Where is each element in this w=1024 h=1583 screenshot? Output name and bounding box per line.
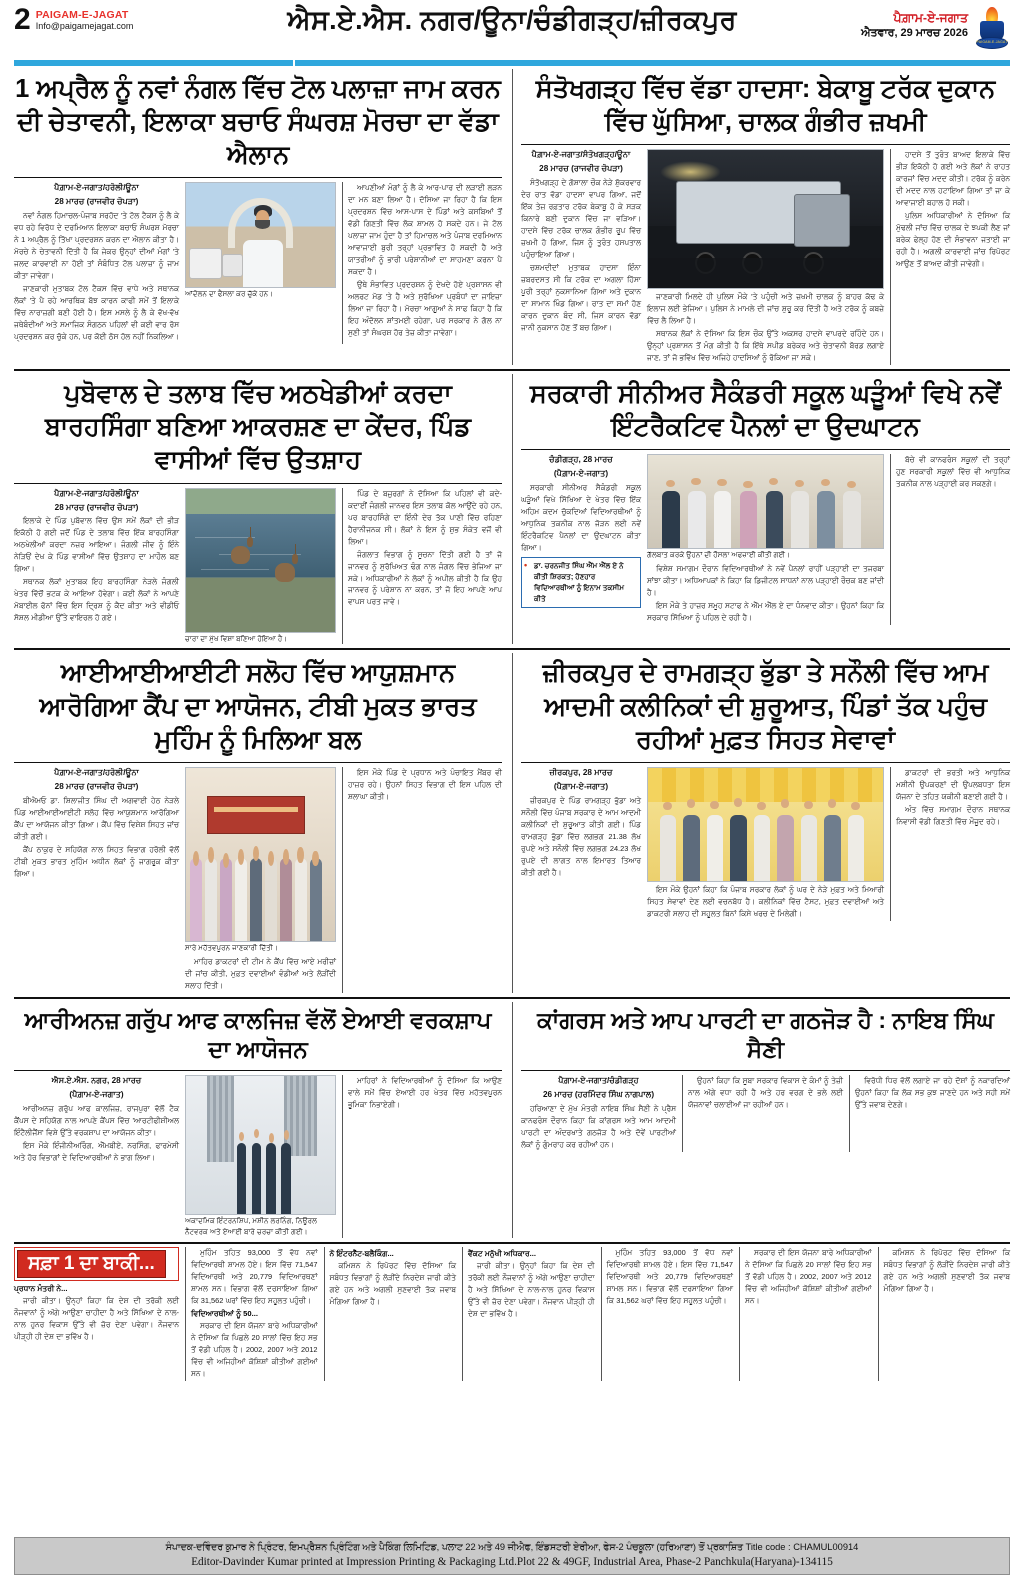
dateline-camp-2: 28 ਮਾਰਚ (ਰਾਜਵੀਰ ਚੋਪੜਾ) bbox=[54, 781, 139, 791]
page-number: 2 bbox=[14, 3, 31, 36]
brand-email: Info@paigamejagat.com bbox=[35, 21, 134, 32]
photo-toll-protest bbox=[185, 182, 336, 288]
photo-school-inauguration bbox=[647, 454, 884, 549]
masthead bbox=[0, 0, 1024, 58]
body-para: ਇਸ ਮੌਕੇ ਉਹਨਾਂ ਕਿਹਾ ਕਿ ਪੰਜਾਬ ਸਰਕਾਰ ਲੋਕਾਂ ਨੂੰ ਘਰ ਦੇ ਨੇੜੇ ਮੁਫ਼ਤ ਅਤੇ ਮਿਆਰੀ ਸਿਹਤ ਸੇਵਾਵਾਂ ਦੇਣ ਲਈ ਵਚਨਬੱਧ ਹੈ। ਕਲੀਨਿਕਾਂ ਵਿੱਚ ਟੈਸਟ, ਮੁਫ਼ਤ ਦਵਾਈਆਂ ਅਤੇ ਡਾਕਟਰੀ ਸਲਾਹ ਦੀ ਸਹੂਲਤ ਬਿਨਾਂ ਕਿਸੇ ਖਰਚ ਦੇ ਮਿਲੇਗੀ। bbox=[647, 884, 884, 918]
body-para: ਹਾਦਸੇ ਤੋਂ ਤੁਰੰਤ ਬਾਅਦ ਇਲਾਕੇ ਵਿੱਚ ਭੀੜ ਇਕੱਠੀ ਹੋ ਗਈ ਅਤੇ ਲੋਕਾਂ ਨੇ ਰਾਹਤ ਕਾਰਜਾਂ ਵਿੱਚ ਮਦਦ ਕੀਤੀ। ਟਰੱਕ ਨੂੰ ਕਰੇਨ ਦੀ ਮਦਦ ਨਾਲ ਹਟਾਇਆ ਗਿਆ ਤਾਂ ਜਾ ਕੇ ਆਵਾਜਾਈ ਬਹਾਲ ਹੋ ਸਕੀ। bbox=[896, 150, 1010, 208]
edition-title: ਐਸ.ਏ.ਐਸ. ਨਗਰ/ਊਨਾ/ਚੰਡੀਗੜ੍ਹ/ਜ਼ੀਰਕਪੁਰ bbox=[287, 5, 737, 35]
body-para: ਸੰਤੋਖਗੜ੍ਹ ਦੇ ਗੋਸ਼ਾਲਾ ਚੌਕ ਨੇੜੇ ਸ਼ੁੱਕਰਵਾਰ ਦੇਰ ਰਾਤ ਵੱਡਾ ਹਾਦਸਾ ਵਾਪਰ ਗਿਆ, ਜਦੋਂ ਇੱਕ ਤੇਜ਼ ਰਫ਼ਤਾਰ ਟਰੱਕ ਬੇਕਾਬੂ ਹੋ ਕੇ ਸੜਕ ਕਿਨਾਰੇ ਬਣੀ ਦੁਕਾਨ ਵਿੱਚ ਜਾ ਵੜਿਆ। ਹਾਦਸੇ ਵਿੱਚ ਟਰੱਕ ਚਾਲਕ ਗੰਭੀਰ ਰੂਪ ਵਿੱਚ ਜ਼ਖਮੀ ਹੋ ਗਿਆ, ਜਿਸ ਨੂੰ ਤੁਰੰਤ ਹਸਪਤਾਲ ਪਹੁੰਚਾਇਆ ਗਿਆ। bbox=[521, 178, 641, 259]
article-interactive-panels bbox=[512, 374, 1010, 644]
article-aryans-workshop bbox=[14, 1002, 502, 1238]
body-para: ਇਸ ਮੌਕੇ ਪਿੰਡ ਦੇ ਪ੍ਰਧਾਨ ਅਤੇ ਪੰਚਾਇਤ ਮੈਂਬਰ ਵੀ ਹਾਜ਼ਰ ਰਹੇ। ਉਹਨਾਂ ਸਿਹਤ ਵਿਭਾਗ ਦੀ ਇਸ ਪਹਿਲ ਦੀ ਸ਼ਲਾਘਾ ਕੀਤੀ। bbox=[348, 767, 502, 801]
body-para: ਜਾਣਕਾਰੀ ਮਿਲਦੇ ਹੀ ਪੁਲਿਸ ਮੌਕੇ 'ਤੇ ਪਹੁੰਚੀ ਅਤੇ ਜ਼ਖਮੀ ਚਾਲਕ ਨੂੰ ਬਾਹਰ ਕੱਢ ਕੇ ਇਲਾਜ ਲਈ ਭੇਜਿਆ। ਪੁਲਿਸ ਨੇ ਮਾਮਲੇ ਦੀ ਜਾਂਚ ਸ਼ੁਰੂ ਕਰ ਦਿੱਤੀ ਹੈ ਅਤੇ ਟਰੱਕ ਨੂੰ ਕਬਜ਼ੇ ਵਿੱਚ ਲੈ ਲਿਆ ਹੈ। bbox=[647, 292, 884, 326]
jump-item-body: ਜਾਰੀ ਕੀਤਾ। ਉਨ੍ਹਾਂ ਕਿਹਾ ਕਿ ਦੇਸ਼ ਦੀ ਤਰੱਕੀ ਲਈ ਨੌਜਵਾਨਾਂ ਨੂੰ ਅੱਗੇ ਆਉਣਾ ਚਾਹੀਦਾ ਹੈ ਅਤੇ ਸਿੱਖਿਆ ਦੇ ਨਾਲ-ਨਾਲ ਹੁਨਰ ਵਿਕਾਸ ਉੱਤੇ ਵੀ ਜ਼ੋਰ ਦੇਣਾ ਪਵੇਗਾ। ਨੌਜਵਾਨ ਪੀੜ੍ਹੀ ਹੀ ਦੇਸ਼ ਦਾ ਭਵਿੱਖ ਹੈ। bbox=[14, 1295, 179, 1341]
body-para: ਆਪਣੀਆਂ ਮੰਗਾਂ ਨੂੰ ਲੈ ਕੇ ਆਰ-ਪਾਰ ਦੀ ਲੜਾਈ ਲੜਨ ਦਾ ਮਨ ਬਣਾ ਲਿਆ ਹੈ। ਦੱਸਿਆ ਜਾ ਰਿਹਾ ਹੈ ਕਿ ਇਸ ਪ੍ਰਦਰਸ਼ਨ ਵਿੱਚ ਆਸ-ਪਾਸ ਦੇ ਪਿੰਡਾਂ ਅਤੇ ਕਸਬਿਆਂ ਤੋਂ ਵੱਡੀ ਗਿਣਤੀ ਵਿੱਚ ਲੋਕ ਸ਼ਾਮਲ ਹੋ ਸਕਦੇ ਹਨ। ਜੇ ਟੋਲ ਪਲਾਜ਼ਾ ਜਾਮ ਹੁੰਦਾ ਹੈ ਤਾਂ ਹਿਮਾਚਲ ਅਤੇ ਪੰਜਾਬ ਦਰਮਿਆਨ ਆਵਾਜਾਈ ਬੁਰੀ ਤਰ੍ਹਾਂ ਪ੍ਰਭਾਵਿਤ ਹੋ ਸਕਦੀ ਹੈ ਅਤੇ ਯਾਤਰੀਆਂ ਨੂੰ ਭਾਰੀ ਪਰੇਸ਼ਾਨੀਆਂ ਦਾ ਸਾਹਮਣਾ ਕਰਨਾ ਪੈ ਸਕਦਾ ਹੈ। bbox=[348, 183, 502, 277]
headline-santokhgarh: ਸੰਤੋਖਗੜ੍ਹ ਵਿੱਚ ਵੱਡਾ ਹਾਦਸਾ: ਬੇਕਾਬੂ ਟਰੱਕ ਦੁਕਾਨ ਵਿੱਚ ਘੁੱਸਿਆ, ਚਾਲਕ ਗੰਭੀਰ ਜ਼ਖਮੀ bbox=[535, 75, 996, 137]
article-ayushman-camp bbox=[14, 653, 502, 992]
article-congress-aap bbox=[512, 1002, 1010, 1238]
headline-aryans: ਆਰੀਅਨਜ਼ ਗਰੁੱਪ ਆਫ ਕਾਲਜਿਜ਼ ਵੱਲੋਂ ਏਆਈ ਵਰਕਸ਼ਾਪ ਦਾ ਆਯੋਜਨ bbox=[24, 1006, 492, 1063]
body-para: ਉਹਨਾਂ ਕਿਹਾ ਕਿ ਸੂਬਾ ਸਰਕਾਰ ਵਿਕਾਸ ਦੇ ਕੰਮਾਂ ਨੂੰ ਤੇਜ਼ੀ ਨਾਲ ਅੱਗੇ ਵਧਾ ਰਹੀ ਹੈ ਅਤੇ ਹਰ ਵਰਗ ਦੇ ਭਲੇ ਲਈ ਯੋਜਨਾਵਾਂ ਚਲਾਈਆਂ ਜਾ ਰਹੀਆਂ ਹਨ। bbox=[688, 1076, 843, 1110]
headline-zirakpur-clinics: ਜ਼ੀਰਕਪੁਰ ਦੇ ਰਾਮਗੜ੍ਹ ਭੁੱਡਾ ਤੇ ਸਨੌਲੀ ਵਿੱਚ ਆਮ ਆਦਮੀ ਕਲੀਨਿਕਾਂ ਦੀ ਸ਼ੁਰੂਆਤ, ਪਿੰਡਾਂ ਤੱਕ ਪਹੁੰਚ ਰਹੀਆਂ ਮੁਫ਼ਤ ਸਿਹਤ ਸੇਵਾਵਾਂ bbox=[542, 659, 989, 754]
body-para: ਨਵਾਂ ਨੰਗਲ ਹਿਮਾਚਲ-ਪੰਜਾਬ ਸਰਹੱਦ 'ਤੇ ਟੋਲ ਟੈਕਸ ਨੂੰ ਲੈ ਕੇ ਵਧ ਰਹੇ ਵਿਰੋਧ ਦੇ ਦਰਮਿਆਨ ਇਲਾਕਾ ਬਚਾਓ ਸੰਘਰਸ਼ ਮੋਰਚਾ ਨੇ 1 ਅਪ੍ਰੈਲ ਨੂੰ ਤਿੱਖਾ ਪ੍ਰਦਰਸ਼ਨ ਕਰਨ ਦਾ ਐਲਾਨ ਕੀਤਾ ਹੈ। ਮੋਰਚੇ ਨੇ ਚੇਤਾਵਨੀ ਦਿੱਤੀ ਹੈ ਕਿ ਜੇਕਰ ਉਨ੍ਹਾਂ ਦੀਆਂ ਮੰਗਾਂ 'ਤੇ ਜਲਦ ਕਾਰਵਾਈ ਨਾ ਹੋਈ ਤਾਂ ਸੰਬੰਧਿਤ ਟੋਲ ਪਲਾਜ਼ਾ ਨੂੰ ਜਾਮ ਕੀਤਾ ਜਾਵੇਗਾ। bbox=[14, 211, 179, 281]
jump-section bbox=[14, 1247, 1010, 1381]
body-para: ਪਿੰਡ ਦੇ ਬਜ਼ੁਰਗਾਂ ਨੇ ਦੱਸਿਆ ਕਿ ਪਹਿਲਾਂ ਵੀ ਕਦੇ-ਕਦਾਈਂ ਜੰਗਲੀ ਜਾਨਵਰ ਇਸ ਤਲਾਬ ਕੋਲ ਆਉਂਦੇ ਰਹੇ ਹਨ, ਪਰ ਬਾਰਹਸਿੰਗੇ ਦਾ ਇੰਨੀ ਦੇਰ ਤੱਕ ਪਾਣੀ ਵਿੱਚ ਰਹਿਣਾ ਹੈਰਾਨੀਜਨਕ ਸੀ। ਲੋਕਾਂ ਨੇ ਇਸ ਨੂੰ ਸ਼ੁਭ ਸੰਕੇਤ ਵਜੋਂ ਵੀ ਲਿਆ। bbox=[348, 488, 502, 546]
footer-line-english: Editor-Davinder Kumar printed at Impression Printing & Packaging Ltd.Plot 22 & 49GF, Industrial Area, Phase-2 Panchkula(Haryana)-134115 bbox=[191, 1556, 833, 1569]
article-barasingha bbox=[14, 374, 502, 644]
headline-barasingha: ਪੁਬੋਵਾਲ ਦੇ ਤਲਾਬ ਵਿੱਚ ਅਠਖੇਡੀਆਂ ਕਰਦਾ ਬਾਰਹਸਿੰਗਾ ਬਣਿਆ ਆਕਰਸ਼ਣ ਦਾ ਕੇਂਦਰ, ਪਿੰਡ ਵਾਸੀਆਂ ਵਿੱਚ ਉਤਸ਼ਾਹ bbox=[45, 380, 471, 475]
jump-item-head: ਵਿਦਿਆਰਥੀਆਂ ਨੂੰ 50... bbox=[191, 1308, 258, 1318]
dateline-clinic-2: (ਪੈਗ਼ਾਮ-ਏ-ਜਗਾਤ) bbox=[553, 781, 609, 791]
jump-item-body: ਸਰਕਾਰ ਦੀ ਇਸ ਯੋਜਨਾ ਬਾਰੇ ਅਧਿਕਾਰੀਆਂ ਨੇ ਦੱਸਿਆ ਕਿ ਪਿਛਲੇ 20 ਸਾਲਾਂ ਵਿੱਚ ਇਹ ਸਭ ਤੋਂ ਵੱਡੀ ਪਹਿਲ ਹੈ। 2002, 2007 ਅਤੇ 2012 ਵਿੱਚ ਵੀ ਅਜਿਹੀਆਂ ਕੋਸ਼ਿਸ਼ਾਂ ਕੀਤੀਆਂ ਗਈਆਂ ਸਨ। bbox=[745, 1247, 872, 1305]
body-para: ਹਰਿਆਣਾ ਦੇ ਮੁੱਖ ਮੰਤਰੀ ਨਾਇਬ ਸਿੰਘ ਸੈਣੀ ਨੇ ਪ੍ਰੈਸ ਕਾਨਫਰੰਸ ਦੌਰਾਨ ਕਿਹਾ ਕਿ ਕਾਂਗਰਸ ਅਤੇ ਆਮ ਆਦਮੀ ਪਾਰਟੀ ਦਾ ਅੰਦਰਖਾਤੇ ਗਠਜੋੜ ਹੈ ਅਤੇ ਦੋਵੇਂ ਪਾਰਟੀਆਂ ਲੋਕਾਂ ਨੂੰ ਗੁੰਮਰਾਹ ਕਰ ਰਹੀਆਂ ਹਨ। bbox=[521, 1104, 676, 1150]
highlight-box-panels bbox=[521, 557, 641, 608]
caption-camp-photo: ਸਾਰੇ ਮਹੱਤਵਪੂਰਨ ਜਾਣਕਾਰੀ ਦਿੱਤੀ। bbox=[185, 942, 278, 952]
body-para: ਡਾਕਟਰਾਂ ਦੀ ਭਰਤੀ ਅਤੇ ਆਧੁਨਿਕ ਮਸ਼ੀਨੀ ਉਪਕਰਣਾਂ ਦੀ ਉਪਲਬਧਤਾ ਇਸ ਯੋਜਨਾ ਦੇ ਤਹਿਤ ਯਕੀਨੀ ਬਣਾਈ ਗਈ ਹੈ। bbox=[896, 767, 1010, 801]
jump-banner-wrap bbox=[14, 1247, 179, 1281]
dateline-camp-1: ਪੈਗ਼ਾਮ-ਏ-ਜਗਾਤ/ਹਰੋਲੀ/ਊਨਾ bbox=[54, 767, 139, 777]
dateline-toll-1: ਪੈਗ਼ਾਮ-ਏ-ਜਗਾਤ/ਹਰੋਲੀ/ਊਨਾ bbox=[54, 183, 139, 193]
photo-health-camp bbox=[185, 767, 336, 942]
body-para: ਆਰੀਅਨਜ਼ ਗਰੁੱਪ ਆਫ ਕਾਲਜਿਜ਼, ਰਾਜਪੁਰਾ ਵੱਲੋਂ ਟੈਕ ਕੈਂਪਸ ਦੇ ਸਹਿਯੋਗ ਨਾਲ ਆਪਣੇ ਕੈਂਪਸ ਵਿੱਚ 'ਆਰਟੀਫੀਸ਼ੀਅਲ ਇੰਟੈਲੀਜੈਂਸ' ਵਿਸ਼ੇ ਉੱਤੇ ਵਰਕਸ਼ਾਪ ਦਾ ਆਯੋਜਨ ਕੀਤਾ। bbox=[14, 1104, 179, 1138]
photo-clinic-inauguration bbox=[647, 767, 884, 882]
masthead-rule bbox=[14, 60, 1010, 66]
dateline-panels-2: (ਪੈਗ਼ਾਮ-ਏ-ਜਗਾਤ) bbox=[553, 469, 609, 479]
body-para: ਸਥਾਨਕ ਲੋਕਾਂ ਨੇ ਦੱਸਿਆ ਕਿ ਇਸ ਚੌਕ ਉੱਤੇ ਅਕਸਰ ਹਾਦਸੇ ਵਾਪਰਦੇ ਰਹਿੰਦੇ ਹਨ। ਉਨ੍ਹਾਂ ਪ੍ਰਸ਼ਾਸਨ ਤੋਂ ਮੰਗ ਕੀਤੀ ਹੈ ਕਿ ਇੱਥੇ ਸਪੀਡ ਬਰੇਕਰ ਅਤੇ ਚੇਤਾਵਨੀ ਬੋਰਡ ਲਗਾਏ ਜਾਣ, ਤਾਂ ਜੋ ਭਵਿੱਖ ਵਿੱਚ ਅਜਿਹੇ ਹਾਦਸਿਆਂ ਨੂੰ ਰੋਕਿਆ ਜਾ ਸਕੇ। bbox=[647, 329, 884, 363]
article-zirakpur-clinics bbox=[512, 653, 1010, 992]
jump-continue-body: ਮੁਹਿੰਮ ਤਹਿਤ 93,000 ਤੋਂ ਵੱਧ ਨਵਾਂ ਵਿਦਿਆਰਥੀ ਸ਼ਾਮਲ ਹੋਏ। ਇਸ ਵਿੱਚ 71,547 ਵਿਦਿਆਰਥੀ ਅਤੇ 20,779 ਵਿਦਿਆਰਥਣਾਂ ਸ਼ਾਮਲ ਸਨ। ਵਿਭਾਗ ਵੱਲੋਂ ਦਰਸਾਇਆ ਗਿਆ ਕਿ 31,562 ਘਰਾਂ ਵਿੱਚ ਇਹ ਸਹੂਲਤ ਪਹੁੰਚੀ। bbox=[191, 1247, 318, 1305]
body-para: ਵਿਰੋਧੀ ਧਿਰ ਵੱਲੋਂ ਲਗਾਏ ਜਾ ਰਹੇ ਦੋਸ਼ਾਂ ਨੂੰ ਨਕਾਰਦਿਆਂ ਉਹਨਾਂ ਕਿਹਾ ਕਿ ਲੋਕ ਸਭ ਕੁਝ ਜਾਣਦੇ ਹਨ ਅਤੇ ਸਹੀ ਸਮੇਂ ਉੱਤੇ ਜਵਾਬ ਦੇਣਗੇ। bbox=[855, 1076, 1010, 1110]
body-para: ਕੈਂਪ ਠਾਕੁਰ ਦੇ ਸਹਿਯੋਗ ਨਾਲ ਸਿਹਤ ਵਿਭਾਗ ਹਰੋਲੀ ਵੱਲੋਂ ਟੀਬੀ ਮੁਕਤ ਭਾਰਤ ਮੁਹਿੰਮ ਅਧੀਨ ਲੋਕਾਂ ਨੂੰ ਜਾਗਰੂਕ ਕੀਤਾ ਗਿਆ। bbox=[14, 844, 179, 878]
body-para: ਬੀਐਮਓ ਡਾ. ਸ਼ਿਲਾਜੀਤ ਸਿੰਘ ਦੀ ਅਗਵਾਈ ਹੇਠ ਨੇੜਲੇ ਪਿੰਡ ਆਈਆਈਆਈਟੀ ਸਲੋਹ ਵਿੱਚ ਆਯੁਸ਼ਮਾਨ ਆਰੋਗਿਆ ਕੈਂਪ ਦਾ ਆਯੋਜਨ ਕੀਤਾ ਗਿਆ। ਕੈਂਪ ਵਿੱਚ ਵਿਸ਼ੇਸ਼ ਸਿਹਤ ਜਾਂਚ ਕੀਤੀ ਗਈ। bbox=[14, 795, 179, 841]
brand-name: PAIGAM-E-JAGAT bbox=[35, 9, 129, 21]
body-para: ਇਲਾਕੇ ਦੇ ਪਿੰਡ ਪੁਬੋਵਾਲ ਵਿੱਚ ਉਸ ਸਮੇਂ ਲੋਕਾਂ ਦੀ ਭੀੜ ਇਕੱਠੀ ਹੋ ਗਈ ਜਦੋਂ ਪਿੰਡ ਦੇ ਤਲਾਬ ਵਿੱਚ ਇੱਕ ਬਾਰਹਸਿੰਗਾ ਅਠਖੇਲੀਆਂ ਕਰਦਾ ਨਜ਼ਰ ਆਇਆ। ਜੰਗਲੀ ਜੀਵ ਨੂੰ ਇੰਨੇ ਨੇੜਿਓਂ ਦੇਖ ਕੇ ਪਿੰਡ ਵਾਸੀਆਂ ਵਿੱਚ ਉਤਸ਼ਾਹ ਦਾ ਮਾਹੌਲ ਬਣ ਗਿਆ। bbox=[14, 516, 179, 574]
dateline-clinic-1: ਜ਼ੀਰਕਪੁਰ, 28 ਮਾਰਚ bbox=[549, 767, 613, 777]
dateline-aryans-1: ਐਸ.ਏ.ਐਸ. ਨਗਰ, 28 ਮਾਰਚ bbox=[51, 1076, 142, 1086]
jump-item-body: ਕਮਿਸ਼ਨ ਨੇ ਰਿਪੋਰਟ ਵਿੱਚ ਦੱਸਿਆ ਕਿ ਸਬੰਧਤ ਵਿਭਾਗਾਂ ਨੂੰ ਲੋੜੀਂਦੇ ਨਿਰਦੇਸ਼ ਜਾਰੀ ਕੀਤੇ ਗਏ ਹਨ ਅਤੇ ਅਗਲੀ ਸੁਣਵਾਈ ਤੱਕ ਜਵਾਬ ਮੰਗਿਆ ਗਿਆ ਹੈ। bbox=[329, 1260, 456, 1306]
jump-item-body: ਮੁਹਿੰਮ ਤਹਿਤ 93,000 ਤੋਂ ਵੱਧ ਨਵਾਂ ਵਿਦਿਆਰਥੀ ਸ਼ਾਮਲ ਹੋਏ। ਇਸ ਵਿੱਚ 71,547 ਵਿਦਿਆਰਥੀ ਅਤੇ 20,779 ਵਿਦਿਆਰਥਣਾਂ ਸ਼ਾਮਲ ਸਨ। ਵਿਭਾਗ ਵੱਲੋਂ ਦਰਸਾਇਆ ਗਿਆ ਕਿ 31,562 ਘਰਾਂ ਵਿੱਚ ਇਹ ਸਹੂਲਤ ਪਹੁੰਚੀ। bbox=[606, 1247, 733, 1305]
footer-line-punjabi: ਸੰਪਾਦਕ-ਦਵਿੰਦਰ ਕੁਮਾਰ ਨੇ ਪ੍ਰਿੰਟਰ, ਇਮਪ੍ਰੈਸ਼ਨ ਪ੍ਰਿੰਟਿੰਗ ਅਤੇ ਪੈਕਿੰਗ ਲਿਮਿਟਿਡ, ਪਲਾਟ 22 ਅਤੇ 49 ਜੀਐਫ, ਇੰਡਸਟਰੀ ਏਰੀਆ, ਫੇਸ-2 ਪੰਚਕੂਲਾ (ਹਰਿਆਣਾ) ਤੋਂ ਪ੍ਰਕਾਸ਼ਿਤ Title code : CHAMUL00914 bbox=[165, 1542, 859, 1553]
body-para: ਬੱਚੇ ਵੀ ਕਾਨਫਰੰਸ ਸਕੂਲਾਂ ਦੀ ਤਰ੍ਹਾਂ ਹੁਣ ਸਰਕਾਰੀ ਸਕੂਲਾਂ ਵਿੱਚ ਵੀ ਆਧੁਨਿਕ ਤਕਨੀਕ ਨਾਲ ਪੜ੍ਹਾਈ ਕਰ ਸਕਣਗੇ। bbox=[896, 455, 1010, 489]
photo-truck-accident bbox=[647, 149, 884, 289]
caption-school-photo: ਗੱਲਬਾਤ ਕਰਕੇ ਉਹਨਾਂ ਦੀ ਹੌਸਲਾ ਅਫਜ਼ਾਈ ਕੀਤੀ ਗਈ। bbox=[647, 550, 791, 560]
caption-deer-photo: ਚਾਰਾ ਦਾ ਮੁੱਖ ਵਿਸ਼ਾ ਬਣਿਆ ਹੋਇਆ ਹੈ। bbox=[185, 633, 288, 643]
jump-item-head: ਵੈਂਕਟ ਮਨੁੱਖੀ ਅਧਿਕਾਰ... bbox=[468, 1248, 537, 1258]
body-para: ਸਰਕਾਰੀ ਸੀਨੀਅਰ ਸੈਕੰਡਰੀ ਸਕੂਲ ਘੜੂੰਆਂ ਵਿਖੇ ਸਿੱਖਿਆ ਦੇ ਖੇਤਰ ਵਿੱਚ ਇੱਕ ਅਹਿਮ ਕਦਮ ਚੁੱਕਦਿਆਂ ਵਿਦਿਆਰਥੀਆਂ ਨੂੰ ਆਧੁਨਿਕ ਤਕਨੀਕ ਨਾਲ ਜੋੜਨ ਲਈ ਨਵੇਂ ਇੰਟਰੈਕਟਿਵ ਪੈਨਲਾਂ ਦਾ ਉਦਘਾਟਨ ਕੀਤਾ ਗਿਆ। bbox=[521, 483, 641, 553]
photo-ai-workshop bbox=[185, 1075, 336, 1215]
torch-badge-label: PAIGAM-E-JAGAT bbox=[976, 40, 1008, 44]
body-para: ਜਾਣਕਾਰੀ ਮੁਤਾਬਕ ਟੋਲ ਟੈਕਸ ਵਿੱਚ ਵਾਧੇ ਅਤੇ ਸਥਾਨਕ ਲੋਕਾਂ 'ਤੇ ਪੈ ਰਹੇ ਆਰਥਿਕ ਬੋਝ ਕਾਰਨ ਕਾਫੀ ਸਮੇਂ ਤੋਂ ਇਲਾਕੇ ਵਿੱਚ ਨਾਰਾਜ਼ਗੀ ਬਣੀ ਹੋਈ ਹੈ। ਇਸ ਮਸਲੇ ਨੂੰ ਲੈ ਕੇ ਵੱਖ-ਵੱਖ ਜਥੇਬੰਦੀਆਂ ਅਤੇ ਸਮਾਜਿਕ ਸੰਗਠਨ ਪਹਿਲਾਂ ਵੀ ਕਈ ਵਾਰ ਰੋਸ ਪ੍ਰਦਰਸ਼ਨ ਕਰ ਚੁੱਕੇ ਹਨ, ਪਰ ਕੋਈ ਠੋਸ ਹੱਲ ਨਹੀਂ ਨਿਕਲਿਆ। bbox=[14, 284, 179, 342]
jump-item-body: ਜਾਰੀ ਕੀਤਾ। ਉਨ੍ਹਾਂ ਕਿਹਾ ਕਿ ਦੇਸ਼ ਦੀ ਤਰੱਕੀ ਲਈ ਨੌਜਵਾਨਾਂ ਨੂੰ ਅੱਗੇ ਆਉਣਾ ਚਾਹੀਦਾ ਹੈ ਅਤੇ ਸਿੱਖਿਆ ਦੇ ਨਾਲ-ਨਾਲ ਹੁਨਰ ਵਿਕਾਸ ਉੱਤੇ ਵੀ ਜ਼ੋਰ ਦੇਣਾ ਪਵੇਗਾ। ਨੌਜਵਾਨ ਪੀੜ੍ਹੀ ਹੀ ਦੇਸ਼ ਦਾ ਭਵਿੱਖ ਹੈ। bbox=[468, 1260, 595, 1318]
body-para: ਪੁਲਿਸ ਅਧਿਕਾਰੀਆਂ ਨੇ ਦੱਸਿਆ ਕਿ ਮੁੱਢਲੀ ਜਾਂਚ ਵਿੱਚ ਚਾਲਕ ਦੇ ਝਪਕੀ ਲੈਣ ਜਾਂ ਬਰੇਕ ਫੇਲ੍ਹ ਹੋਣ ਦੀ ਸੰਭਾਵਨਾ ਜਤਾਈ ਜਾ ਰਹੀ ਹੈ। ਅਗਲੀ ਕਾਰਵਾਈ ਜਾਂਚ ਰਿਪੋਰਟ ਆਉਣ ਤੋਂ ਬਾਅਦ ਕੀਤੀ ਜਾਵੇਗੀ। bbox=[896, 211, 1010, 269]
body-para: ਮਾਹਿਰ ਡਾਕਟਰਾਂ ਦੀ ਟੀਮ ਨੇ ਕੈਂਪ ਵਿੱਚ ਆਏ ਮਰੀਜ਼ਾਂ ਦੀ ਜਾਂਚ ਕੀਤੀ, ਮੁਫ਼ਤ ਦਵਾਈਆਂ ਵੰਡੀਆਂ ਅਤੇ ਲੋੜੀਂਦੀ ਸਲਾਹ ਦਿੱਤੀ। bbox=[185, 956, 336, 990]
dateline-acc-2: 28 ਮਾਰਚ (ਰਾਜਵੀਰ ਚੋਪੜਾ) bbox=[539, 164, 623, 174]
jump-item-body: ਕਮਿਸ਼ਨ ਨੇ ਰਿਪੋਰਟ ਵਿੱਚ ਦੱਸਿਆ ਕਿ ਸਬੰਧਤ ਵਿਭਾਗਾਂ ਨੂੰ ਲੋੜੀਂਦੇ ਨਿਰਦੇਸ਼ ਜਾਰੀ ਕੀਤੇ ਗਏ ਹਨ ਅਤੇ ਅਗਲੀ ਸੁਣਵਾਈ ਤੱਕ ਜਵਾਬ ਮੰਗਿਆ ਗਿਆ ਹੈ। bbox=[883, 1247, 1010, 1293]
jump-banner: ਸਫ਼ਾ 1 ਦਾ ਬਾਕੀ... bbox=[17, 1250, 166, 1278]
body-para: ਇਸ ਮੌਕੇ ਤੇ ਹਾਜ਼ਰ ਸਮੂਹ ਸਟਾਫ ਨੇ ਐੱਮ ਐੱਲ ਏ ਦਾ ਧੰਨਵਾਦ ਕੀਤਾ। ਉਹਨਾਂ ਕਿਹਾ ਕਿ ਸਰਕਾਰ ਸਿੱਖਿਆ ਨੂੰ ਪਹਿਲ ਦੇ ਰਹੀ ਹੈ। bbox=[647, 601, 884, 623]
caption-toll-photo: ਆਂਦੋਲਨ ਦਾ ਫੈਸਲਾ ਕਰ ਚੁੱਕੇ ਹਨ। bbox=[185, 289, 273, 299]
body-para: ਚਸ਼ਮਦੀਦਾਂ ਮੁਤਾਬਕ ਹਾਦਸਾ ਇੰਨਾ ਜ਼ਬਰਦਸਤ ਸੀ ਕਿ ਟਰੱਕ ਦਾ ਅਗਲਾ ਹਿੱਸਾ ਪੂਰੀ ਤਰ੍ਹਾਂ ਨੁਕਸਾਨਿਆ ਗਿਆ ਅਤੇ ਦੁਕਾਨ ਦਾ ਸਾਮਾਨ ਖਿੰਡ ਗਿਆ। ਰਾਤ ਦਾ ਸਮਾਂ ਹੋਣ ਕਾਰਨ ਦੁਕਾਨ ਬੰਦ ਸੀ, ਜਿਸ ਕਾਰਨ ਵੱਡਾ ਜਾਨੀ ਨੁਕਸਾਨ ਹੋਣ ਤੋਂ ਬਚ ਗਿਆ। bbox=[521, 262, 641, 332]
footer-imprint bbox=[14, 1537, 1010, 1575]
paper-logo-text: ਪੈਗ਼ਾਮ-ਏ-ਜਗਾਤ bbox=[893, 11, 968, 25]
headline-congress-aap: ਕਾਂਗਰਸ ਅਤੇ ਆਪ ਪਾਰਟੀ ਦਾ ਗਠਜੋੜ ਹੈ : ਨਾਇਬ ਸਿੰਘ ਸੈਣੀ bbox=[537, 1006, 994, 1063]
body-para: ਸਥਾਨਕ ਲੋਕਾਂ ਮੁਤਾਬਕ ਇਹ ਬਾਰਹਸਿੰਗਾ ਨੇੜਲੇ ਜੰਗਲੀ ਖੇਤਰ ਵਿੱਚੋਂ ਭਟਕ ਕੇ ਆਇਆ ਹੋਵੇਗਾ। ਕਈ ਲੋਕਾਂ ਨੇ ਆਪਣੇ ਮੋਬਾਈਲ ਫੋਨਾਂ ਵਿੱਚ ਇਸ ਦ੍ਰਿਸ਼ ਨੂੰ ਕੈਦ ਕੀਤਾ ਅਤੇ ਵੀਡੀਓ ਸੋਸ਼ਲ ਮੀਡੀਆ ਉੱਤੇ ਵਾਇਰਲ ਹੋ ਗਏ। bbox=[14, 577, 179, 623]
torch-logo-icon bbox=[974, 7, 1010, 49]
dateline-toll-2: 28 ਮਾਰਚ (ਰਾਜਵੀਰ ਚੋਪੜਾ) bbox=[54, 197, 139, 207]
body-para: ਮਾਹਿਰਾਂ ਨੇ ਵਿਦਿਆਰਥੀਆਂ ਨੂੰ ਦੱਸਿਆ ਕਿ ਆਉਣ ਵਾਲੇ ਸਮੇਂ ਵਿੱਚ ਏਆਈ ਹਰ ਖੇਤਰ ਵਿੱਚ ਮਹੱਤਵਪੂਰਨ ਭੂਮਿਕਾ ਨਿਭਾਏਗੀ। bbox=[348, 1076, 502, 1110]
dateline-saini-2: 26 ਮਾਰਚ (ਹਰਮਿੰਦਰ ਸਿੰਘ ਨਾਗਪਾਲ) bbox=[542, 1090, 655, 1100]
photo-deer-pond bbox=[185, 488, 336, 633]
jump-item-body: ਸਰਕਾਰ ਦੀ ਇਸ ਯੋਜਨਾ ਬਾਰੇ ਅਧਿਕਾਰੀਆਂ ਨੇ ਦੱਸਿਆ ਕਿ ਪਿਛਲੇ 20 ਸਾਲਾਂ ਵਿੱਚ ਇਹ ਸਭ ਤੋਂ ਵੱਡੀ ਪਹਿਲ ਹੈ। 2002, 2007 ਅਤੇ 2012 ਵਿੱਚ ਵੀ ਅਜਿਹੀਆਂ ਕੋਸ਼ਿਸ਼ਾਂ ਕੀਤੀਆਂ ਗਈਆਂ ਸਨ। bbox=[191, 1320, 318, 1378]
body-para: ਵਿਸ਼ੇਸ਼ ਸਮਾਗਮ ਦੌਰਾਨ ਵਿਦਿਆਰਥੀਆਂ ਨੇ ਨਵੇਂ ਪੈਨਲਾਂ ਰਾਹੀਂ ਪੜ੍ਹਾਈ ਦਾ ਤਜਰਬਾ ਸਾਂਝਾ ਕੀਤਾ। ਅਧਿਆਪਕਾਂ ਨੇ ਕਿਹਾ ਕਿ ਡਿਜੀਟਲ ਸਾਧਨਾਂ ਨਾਲ ਪੜ੍ਹਾਈ ਰੌਚਕ ਬਣ ਜਾਂਦੀ ਹੈ। bbox=[647, 564, 884, 598]
body-para: ਜ਼ੀਰਕਪੁਰ ਦੇ ਪਿੰਡ ਰਾਮਗੜ੍ਹ ਭੁੱਡਾ ਅਤੇ ਸਨੌਲੀ ਵਿੱਚ ਪੰਜਾਬ ਸਰਕਾਰ ਦੇ ਆਮ ਆਦਮੀ ਕਲੀਨਿਕਾਂ ਦੀ ਸ਼ੁਰੂਆਤ ਕੀਤੀ ਗਈ। ਪਿੰਡ ਰਾਮਗੜ੍ਹ ਭੁੱਡਾ ਵਿੱਚ ਲਗਭਗ 21.38 ਲੱਖ ਰੁਪਏ ਅਤੇ ਸਨੌਲੀ ਵਿੱਚ ਲਗਭਗ 24.23 ਲੱਖ ਰੁਪਏ ਦੀ ਲਾਗਤ ਨਾਲ ਇਮਾਰਤ ਤਿਆਰ ਕੀਤੀ ਗਈ ਹੈ। bbox=[521, 795, 641, 877]
body-para: ਇਸ ਮੌਕੇ ਇੰਜੀਨੀਅਰਿੰਗ, ਐੱਮਬੀਏ, ਨਰਸਿੰਗ, ਫਾਰਮੇਸੀ ਅਤੇ ਹੋਰ ਵਿਭਾਗਾਂ ਦੇ ਵਿਦਿਆਰਥੀਆਂ ਨੇ ਭਾਗ ਲਿਆ। bbox=[14, 1141, 179, 1163]
dateline-deer-1: ਪੈਗ਼ਾਮ-ਏ-ਜਗਾਤ/ਹਰੋਲੀ/ਊਨਾ bbox=[54, 488, 139, 498]
caption-workshop-photo: ਅਕਾਦਮਿਕ ਇੰਟਰਨਸ਼ਿਪ, ਮਸ਼ੀਨ ਲਰਨਿੰਗ, ਨਿਊਰਲ ਨੈੱਟਵਰਕ ਅਤੇ ਏਆਈ ਬਾਰੇ ਚਰਚਾ ਕੀਤੀ ਗਈ। bbox=[185, 1216, 317, 1237]
dateline-deer-2: 28 ਮਾਰਚ (ਰਾਜਵੀਰ ਚੋਪੜਾ) bbox=[54, 502, 139, 512]
body-para: ਅੰਤ ਵਿੱਚ ਸਮਾਗਮ ਦੌਰਾਨ ਸਥਾਨਕ ਨਿਵਾਸੀ ਵੱਡੀ ਗਿਣਤੀ ਵਿੱਚ ਮੌਜੂਦ ਰਹੇ। bbox=[896, 804, 1010, 826]
headline-ayushman: ਆਈਆਈਆਈਟੀ ਸਲੋਹ ਵਿੱਚ ਆਯੁਸ਼ਮਾਨ ਆਰੋਗਿਆ ਕੈਂਪ ਦਾ ਆਯੋਜਨ, ਟੀਬੀ ਮੁਕਤ ਭਾਰਤ ਮੁਹਿੰਮ ਨੂੰ ਮਿਲਿਆ ਬਲ bbox=[39, 659, 477, 754]
body-para: ਜੰਗਲਾਤ ਵਿਭਾਗ ਨੂੰ ਸੂਚਨਾ ਦਿੱਤੀ ਗਈ ਹੈ ਤਾਂ ਜੋ ਜਾਨਵਰ ਨੂੰ ਸੁਰੱਖਿਅਤ ਢੰਗ ਨਾਲ ਜੰਗਲ ਵਿੱਚ ਭੇਜਿਆ ਜਾ ਸਕੇ। ਅਧਿਕਾਰੀਆਂ ਨੇ ਲੋਕਾਂ ਨੂੰ ਅਪੀਲ ਕੀਤੀ ਹੈ ਕਿ ਉਹ ਜਾਨਵਰ ਨੂੰ ਪਰੇਸ਼ਾਨ ਨਾ ਕਰਨ, ਤਾਂ ਜੋ ਇਹ ਆਪਣੇ ਆਪ ਵਾਪਸ ਪਰਤ ਜਾਵੇ। bbox=[348, 549, 502, 607]
masthead-right bbox=[861, 6, 1010, 49]
dateline-saini-1: ਪੈਗ਼ਾਮ-ਏ-ਜਗਾਤ/ਚੰਡੀਗੜ੍ਹ bbox=[558, 1076, 639, 1086]
issue-date: ਐਤਵਾਰ, 29 ਮਾਰਚ 2026 bbox=[861, 27, 968, 40]
headline-interactive-panels: ਸਰਕਾਰੀ ਸੀਨੀਅਰ ਸੈਕੰਡਰੀ ਸਕੂਲ ਘੜੂੰਆਂ ਵਿਖੇ ਨਵੇਂ ਇੰਟਰੈਕਟਿਵ ਪੈਨਲਾਂ ਦਾ ਉਦਘਾਟਨ bbox=[529, 380, 1002, 442]
jump-item-head: ਪ੍ਰਧਾਨ ਮੰਤਰੀ ਨੇ... bbox=[14, 1283, 68, 1293]
dateline-aryans-2: (ਪੈਗ਼ਾਮ-ਏ-ਜਗਾਤ) bbox=[69, 1090, 124, 1100]
article-santokhgarh-accident bbox=[512, 69, 1010, 365]
headline-toll-plaza: 1 ਅਪ੍ਰੈਲ ਨੂੰ ਨਵਾਂ ਨੰਗਲ ਵਿੱਚ ਟੋਲ ਪਲਾਜ਼ਾ ਜਾਮ ਕਰਨ ਦੀ ਚੇਤਾਵਨੀ, ਇਲਾਕਾ ਬਚਾਓ ਸੰਘਰਸ਼ ਮੋਰਚਾ ਦਾ ਵੱਡਾ ਐਲਾਨ bbox=[15, 75, 501, 170]
jump-item-head: ਨੋ ਇੰਟਰਨੈੱਟ-ਬਲੈਕਿੰਗ... bbox=[329, 1248, 394, 1258]
article-toll-plaza bbox=[14, 69, 502, 365]
dateline-panels-1: ਚੰਡੀਗੜ੍ਹ, 28 ਮਾਰਚ bbox=[549, 455, 613, 465]
dateline-acc-1: ਪੈਗ਼ਾਮ-ਏ-ਜਗਾਤ/ਸੰਤੋਖਗੜ੍ਹ/ਊਨਾ bbox=[531, 150, 631, 160]
highlight-box-text: • ਡਾ. ਚਰਨਜੀਤ ਸਿੰਘ ਐੱਮ ਐੱਲ ਏ ਨੇ ਕੀਤੀ ਸ਼ਿਰਕਤ; ਹੋਣਹਾਰ ਵਿਦਿਆਰਥੀਆਂ ਨੂੰ ਇਨਾਮ ਤਕਸੀਮ ਕੀਤੇ bbox=[534, 561, 625, 603]
body-para: ਉਥੇ ਸੰਭਾਵਿਤ ਪ੍ਰਦਰਸ਼ਨ ਨੂੰ ਦੇਖਦੇ ਹੋਏ ਪ੍ਰਸ਼ਾਸਨ ਵੀ ਅਲਰਟ ਮੋਡ 'ਤੇ ਹੈ ਅਤੇ ਸੁਰੱਖਿਆ ਪ੍ਰਬੰਧਾਂ ਦਾ ਜਾਇਜ਼ਾ ਲਿਆ ਜਾ ਰਿਹਾ ਹੈ। ਮੋਰਚਾ ਆਗੂਆਂ ਨੇ ਸਾਫ ਕਿਹਾ ਹੈ ਕਿ ਇਹ ਅੰਦੋਲਨ ਸ਼ਾਂਤਮਈ ਰਹੇਗਾ, ਪਰ ਸਰਕਾਰ ਨੇ ਗੱਲ ਨਾ ਸੁਣੀ ਤਾਂ ਸੰਘਰਸ਼ ਹੋਰ ਤੇਜ਼ ਕੀਤਾ ਜਾਵੇਗਾ। bbox=[348, 280, 502, 338]
